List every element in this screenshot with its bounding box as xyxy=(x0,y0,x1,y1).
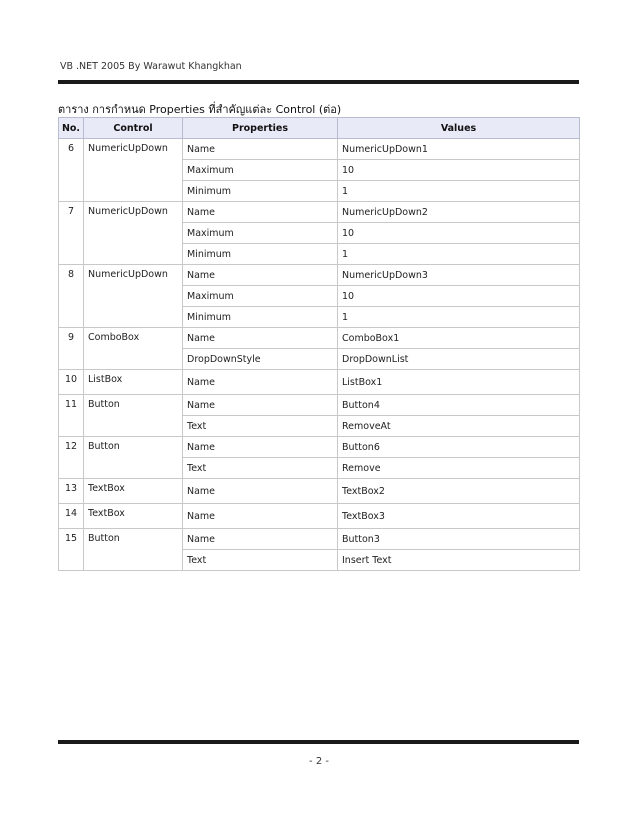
table-row xyxy=(59,479,580,504)
header-no: No. xyxy=(59,118,84,139)
property-value: 10 xyxy=(338,223,580,244)
table-row xyxy=(59,370,580,395)
table-row xyxy=(59,395,580,416)
table-row xyxy=(59,202,580,223)
page-number: - 2 - xyxy=(309,756,329,767)
row-number: 8 xyxy=(59,265,84,328)
property-value: ListBox1 xyxy=(338,370,580,395)
header-properties: Properties xyxy=(183,118,338,139)
property-value: ComboBox1 xyxy=(338,328,580,349)
control-name: TextBox xyxy=(84,504,183,529)
property-name: Name xyxy=(183,529,338,550)
property-name: Name xyxy=(183,479,338,504)
property-value: 10 xyxy=(338,160,580,181)
property-name: Minimum xyxy=(183,307,338,328)
table-row xyxy=(59,328,580,349)
property-value: Button3 xyxy=(338,529,580,550)
header-values: Values xyxy=(338,118,580,139)
property-value: RemoveAt xyxy=(338,416,580,437)
property-value: NumericUpDown2 xyxy=(338,202,580,223)
property-name: Name xyxy=(183,504,338,529)
control-name: Button xyxy=(84,529,183,571)
row-number: 12 xyxy=(59,437,84,479)
property-name: Text xyxy=(183,550,338,571)
property-name: Name xyxy=(183,202,338,223)
property-name: Maximum xyxy=(183,286,338,307)
property-value: DropDownList xyxy=(338,349,580,370)
property-value: Button6 xyxy=(338,437,580,458)
control-name: NumericUpDown xyxy=(84,265,183,328)
table-row xyxy=(59,139,580,160)
control-name: Button xyxy=(84,437,183,479)
header-rule xyxy=(58,80,579,84)
row-number: 6 xyxy=(59,139,84,202)
row-number: 7 xyxy=(59,202,84,265)
footer-rule xyxy=(58,740,579,744)
table-body xyxy=(59,139,580,571)
row-number: 11 xyxy=(59,395,84,437)
property-name: Text xyxy=(183,416,338,437)
property-value: 1 xyxy=(338,244,580,265)
table-row xyxy=(59,437,580,458)
property-name: Name xyxy=(183,328,338,349)
property-value: NumericUpDown1 xyxy=(338,139,580,160)
row-number: 10 xyxy=(59,370,84,395)
property-value: Remove xyxy=(338,458,580,479)
property-value: TextBox2 xyxy=(338,479,580,504)
control-name: ComboBox xyxy=(84,328,183,370)
control-name: TextBox xyxy=(84,479,183,504)
property-name: Name xyxy=(183,437,338,458)
control-name: NumericUpDown xyxy=(84,202,183,265)
table-row xyxy=(59,504,580,529)
row-number: 14 xyxy=(59,504,84,529)
table-header-row xyxy=(59,118,580,139)
property-value: 1 xyxy=(338,307,580,328)
property-value: 1 xyxy=(338,181,580,202)
property-name: Minimum xyxy=(183,244,338,265)
property-name: Name xyxy=(183,370,338,395)
property-name: DropDownStyle xyxy=(183,349,338,370)
property-value: TextBox3 xyxy=(338,504,580,529)
control-name: ListBox xyxy=(84,370,183,395)
control-name: NumericUpDown xyxy=(84,139,183,202)
row-number: 13 xyxy=(59,479,84,504)
property-value: 10 xyxy=(338,286,580,307)
property-name: Maximum xyxy=(183,223,338,244)
property-name: Name xyxy=(183,395,338,416)
row-number: 9 xyxy=(59,328,84,370)
property-name: Maximum xyxy=(183,160,338,181)
property-value: Button4 xyxy=(338,395,580,416)
property-name: Name xyxy=(183,139,338,160)
header-control: Control xyxy=(84,118,183,139)
property-name: Name xyxy=(183,265,338,286)
property-value: Insert Text xyxy=(338,550,580,571)
control-name: Button xyxy=(84,395,183,437)
table-caption: ตาราง การกำหนด Properties ที่สำคัญแต่ละ Control (ต่อ) xyxy=(58,103,342,116)
table-row xyxy=(59,265,580,286)
properties-table xyxy=(58,117,580,571)
row-number: 15 xyxy=(59,529,84,571)
page-header: VB .NET 2005 By Warawut Khangkhan xyxy=(60,61,242,72)
property-value: NumericUpDown3 xyxy=(338,265,580,286)
table-row xyxy=(59,529,580,550)
property-name: Text xyxy=(183,458,338,479)
property-name: Minimum xyxy=(183,181,338,202)
